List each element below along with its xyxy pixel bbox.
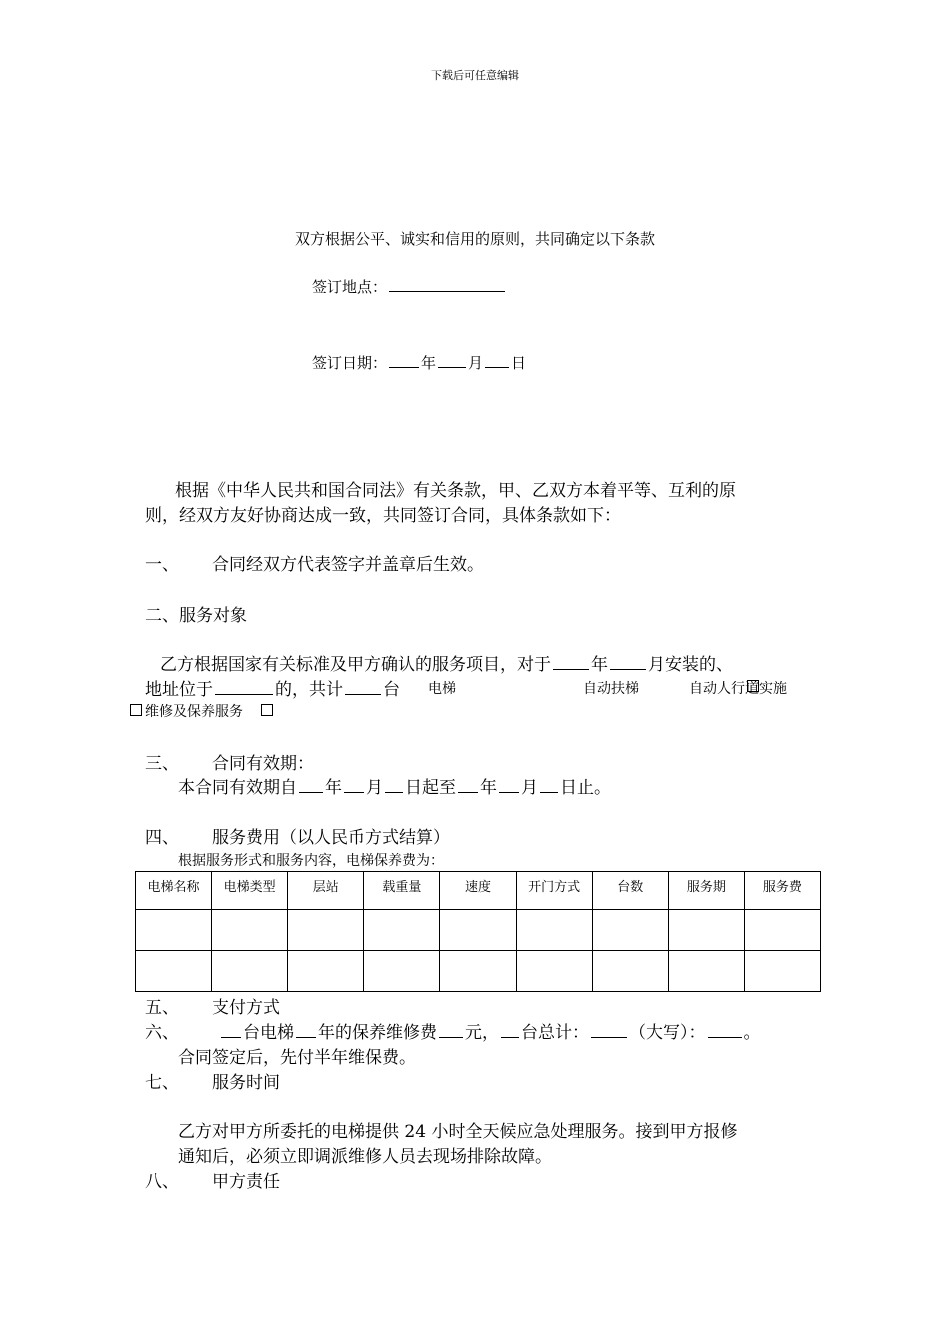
end-day-label: 日止。	[560, 778, 611, 798]
s6-amount-blank[interactable]	[439, 1023, 463, 1038]
table-cell[interactable]	[136, 910, 212, 951]
intro-line-1: 根据《中华人民共和国合同法》有关条款，甲、乙双方本着平等、互利的原	[175, 481, 736, 501]
table-cell[interactable]	[440, 951, 516, 992]
section-4-title: 服务费用（以人民币方式结算）	[212, 828, 450, 848]
table-cell[interactable]	[288, 951, 364, 992]
col-load: 载重量	[364, 872, 440, 910]
walkway-checkbox[interactable]	[747, 680, 759, 692]
section-6-line-2: 合同签定后，先付半年维保费。	[178, 1048, 416, 1068]
col-service-period: 服务期	[668, 872, 744, 910]
s2-unit-label: 台	[383, 680, 400, 700]
date-year-blank[interactable]	[389, 353, 419, 368]
table-row	[136, 951, 821, 992]
table-cell[interactable]	[592, 910, 668, 951]
fee-table-header-row	[136, 872, 821, 910]
end-year-label: 年	[480, 778, 497, 798]
s6-total-label: 台总计：	[521, 1023, 589, 1043]
install-month-blank[interactable]	[610, 655, 646, 670]
col-floors: 层站	[288, 872, 364, 910]
start-month-blank[interactable]	[344, 778, 364, 793]
section-3-title: 合同有效期：	[212, 754, 314, 774]
col-elevator-type: 电梯类型	[212, 872, 288, 910]
signing-place	[312, 276, 507, 297]
table-cell[interactable]	[288, 910, 364, 951]
section-2-title: 二、服务对象	[145, 606, 247, 626]
table-cell[interactable]	[516, 951, 592, 992]
month-label: 月	[468, 354, 484, 372]
s6-total-blank[interactable]	[591, 1023, 627, 1038]
table-cell[interactable]	[592, 951, 668, 992]
table-cell[interactable]	[212, 951, 288, 992]
period-label: 本合同有效期自	[178, 778, 297, 798]
table-cell[interactable]	[744, 951, 820, 992]
section-8-title: 甲方责任	[212, 1172, 280, 1192]
section-1-num: 一、	[145, 555, 179, 575]
section-4-num: 四、	[145, 828, 179, 848]
end-day-blank[interactable]	[540, 778, 558, 793]
unit-count-blank[interactable]	[345, 680, 381, 695]
principle-text: 双方根据公平、诚实和信用的原则，共同确定以下条款	[294, 230, 655, 248]
table-cell[interactable]	[668, 910, 744, 951]
section-5-num: 五、	[145, 998, 179, 1018]
signing-place-blank[interactable]	[389, 277, 505, 292]
start-day-blank[interactable]	[385, 778, 403, 793]
table-row	[136, 910, 821, 951]
col-speed: 速度	[440, 872, 516, 910]
section-7-line-1: 乙方对甲方所委托的电梯提供 24 小时全天候应急处理服务。接到甲方报修	[178, 1122, 738, 1142]
section-4-subtitle: 根据服务形式和服务内容，电梯保养费为：	[178, 853, 444, 869]
col-elevator-name: 电梯名称	[136, 872, 212, 910]
s2-total-label: 的，共计	[275, 680, 343, 700]
table-cell[interactable]	[516, 910, 592, 951]
end-month-blank[interactable]	[499, 778, 519, 793]
s6-years-blank[interactable]	[296, 1023, 316, 1038]
end-year-blank[interactable]	[458, 778, 478, 793]
option-escalator: 自动扶梯	[583, 681, 639, 697]
table-cell[interactable]	[744, 910, 820, 951]
end-month-label: 月	[521, 778, 538, 798]
start-month-label: 月	[366, 778, 383, 798]
table-cell[interactable]	[668, 951, 744, 992]
service-checkbox-left[interactable]	[130, 704, 142, 716]
s6-yuan-label: 元，	[465, 1023, 499, 1043]
s6-fee-label: 年的保养维修费	[318, 1023, 437, 1043]
s6-units-blank[interactable]	[221, 1023, 241, 1038]
day-label: 日	[511, 354, 527, 372]
option-elevator: 电梯	[428, 681, 456, 697]
address-blank[interactable]	[215, 680, 273, 695]
install-year-blank[interactable]	[553, 655, 589, 670]
section-1-text: 合同经双方代表签字并盖章后生效。	[212, 555, 484, 575]
section-7-title: 服务时间	[212, 1073, 280, 1093]
date-month-blank[interactable]	[438, 353, 466, 368]
table-cell[interactable]	[212, 910, 288, 951]
table-cell[interactable]	[364, 951, 440, 992]
section-8-num: 八、	[145, 1172, 179, 1192]
s6-capital-blank[interactable]	[708, 1023, 742, 1038]
signing-date-label: 签订日期：	[312, 354, 388, 372]
section-7-line-2: 通知后，必须立即调派维修人员去现场排除故障。	[178, 1147, 552, 1167]
section-2-line-3: 维修及保养服务	[145, 704, 243, 720]
signing-date	[312, 352, 526, 373]
section-7-num: 七、	[145, 1073, 179, 1093]
start-year-blank[interactable]	[299, 778, 323, 793]
section-2-line-1	[160, 650, 733, 675]
year-label: 年	[421, 354, 437, 372]
s6-elevator-label: 台电梯	[243, 1023, 294, 1043]
col-door-type: 开门方式	[516, 872, 592, 910]
section-3-num: 三、	[145, 754, 179, 774]
s6-capital-label: （大写）：	[629, 1023, 706, 1043]
section-2-line-2	[145, 675, 400, 700]
fee-table	[135, 871, 821, 992]
s2-line1-text: 乙方根据国家有关标准及甲方确认的服务项目，对于	[160, 655, 551, 675]
col-units: 台数	[592, 872, 668, 910]
table-cell[interactable]	[136, 951, 212, 992]
section-6-num: 六、	[145, 1023, 179, 1043]
s6-total-units-blank[interactable]	[501, 1023, 519, 1038]
signing-place-label: 签订地点：	[312, 278, 388, 296]
section-3-period	[178, 773, 611, 798]
s2-year-label: 年	[591, 655, 608, 675]
s6-period: 。	[743, 1023, 761, 1043]
option-walkway: 自动人行道实施	[689, 681, 787, 697]
section-6-line-1	[219, 1018, 761, 1043]
section-5-title: 支付方式	[212, 998, 280, 1018]
s2-month-label: 月安装的、	[648, 655, 733, 675]
service-checkbox-right[interactable]	[261, 704, 273, 716]
col-service-fee: 服务费	[744, 872, 820, 910]
table-cell[interactable]	[440, 910, 516, 951]
date-day-blank[interactable]	[485, 353, 509, 368]
header-note: 下载后可任意编辑	[431, 69, 519, 82]
table-cell[interactable]	[364, 910, 440, 951]
start-year-label: 年	[325, 778, 342, 798]
s2-address-label: 地址位于	[145, 680, 213, 700]
intro-line-2: 则，经双方友好协商达成一致，共同签订合同，具体条款如下：	[145, 506, 621, 526]
start-day-label: 日起至	[405, 778, 456, 798]
